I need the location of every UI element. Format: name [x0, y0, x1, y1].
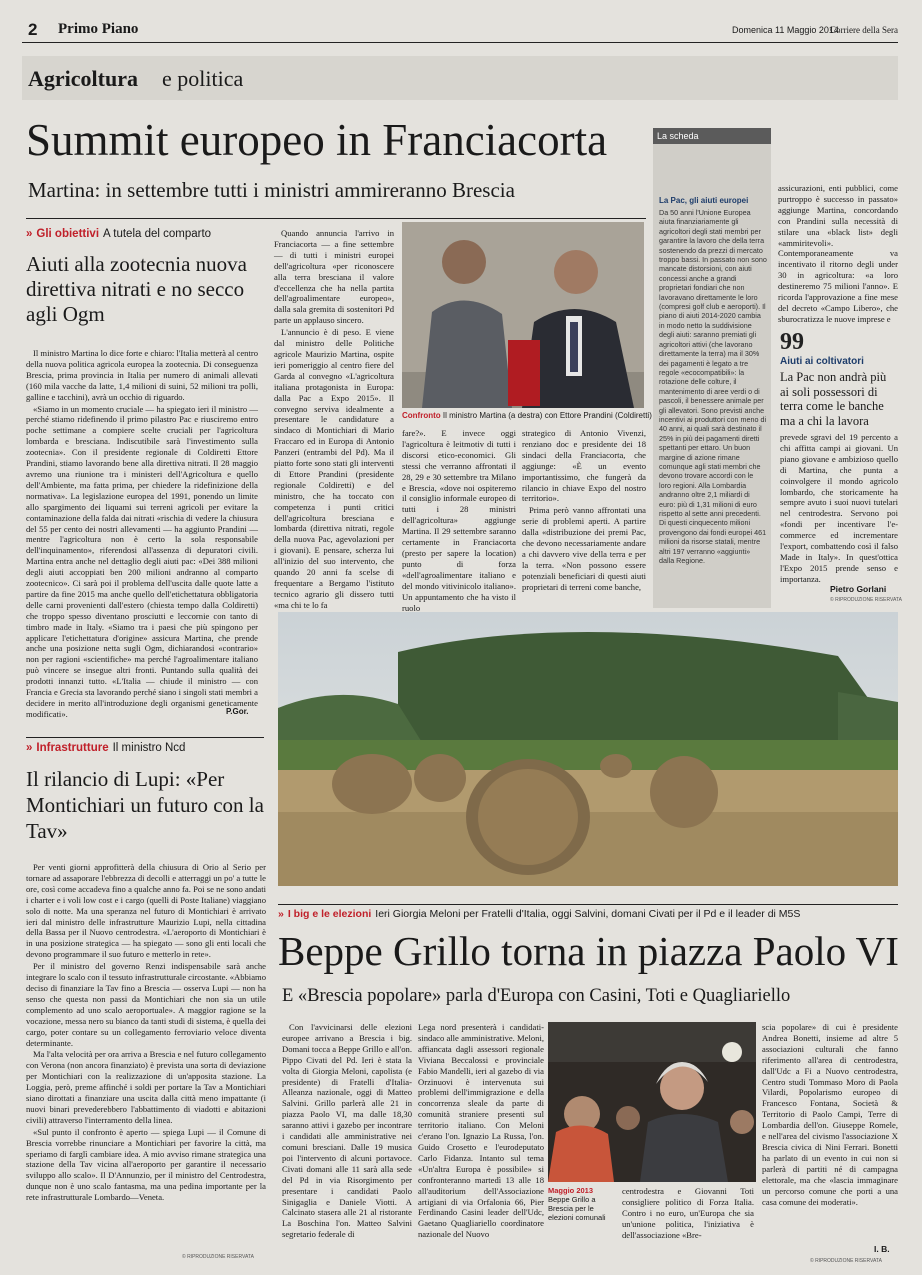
grillo-col2	[418, 1022, 544, 1254]
tav-paragraph: Per venti giorni approfitterà della chiusura di Orio al Serio per tornare ad assaporare l'ebbrezza di decolli e atterraggi un po' a tutte le ore, così come accadeva fino a qualche anno fa. Poi se ne sono andati i charter e i voli low cost e i cargo (quelli di Poste Italiane) viaggiano solo di notte. Ma una speranza nel futuro di Montichiari è arrivato ieri dal ministro delle infrastrutture Maurizio Lupi, nella cittadina della Bassa per il Nuovo centrodestra. «L'aeroporto di Montichiari è in una posizione strategica — ha spiegato — sono gli enti locali che devono programmare il suo futuro e metterlo in rete».	[26, 862, 266, 960]
cultivators-rights: © RIPRODUZIONE RISERVATA	[830, 597, 902, 603]
page-header	[22, 18, 898, 42]
header-date: Domenica 11 Maggio 2014	[732, 25, 839, 35]
tav-paragraph: Per il ministro del governo Renzi indispensabile sarà anche integrare lo scalo con il tessuto infrastrutturale circostante. «Abbiamo deciso di finanziare la Tav fino a Brescia — osserva Lupi — non ha senso che questa non passi da Montichiari che non sia un utile complemento ad uno scalo aeroportuale». A maggior ragione se la vocazione, messa nero su bianco da tanti studi di sistema, è quella dei cargo, poter contare su un collegamento ferroviario veloce diventa determinante.	[26, 961, 266, 1048]
story1-paragraph: «Siamo in un momento cruciale — ha spiegato ieri il ministro — perché stiamo ridefinendo il primo pilastro Pac e riusciremo entro poche settimane a compiere scelte cruciali per l'agricoltura lombarda e bresciana. Indiscutibile sarà l'investimento sulla zootecnia». Con il presidente regionale di Coldiretti Ettore Prandini, stiamo lavorando bene alla direttiva nitrati. Il 28 maggio avremo una riunione tra i ministeri dell'Agricoltura e quello dell'Ambiente, ma fatta prima, per chiedere la ridefinizione della normativa». La legislazione europea del 1991, ponendo un limite allo spargimento dei liquami sui terreni agricoli per evitare la contaminazione della falda dai nitrati «rischia di vedere la chiusura del 55 per cento dei nostri allevamenti — ha aggiunto Prandini — mentre l'agricoltura non è certo la sola responsabile dell'inquinamento», riferendosi all'assenza di depuratori civili. Martina entra anche nel dettaglio degli aiuti pac: «Dei 388 milioni degli aiuti accoppiati ben 200 milioni andranno al comparto zootecnico». Ci sarà poi il problema dell'uscita dalle quote latte a partire da fine 2015 ma anche quello dell'etichettatura obbligatoria delle carni provenienti dall'estero (chiesta tempo dalla Coldiretti) che troppo spesso diventano prosciutti e leccornie con tanto di timbro made in Italy. «Siamo tra i paesi che più spingono per applicare l'etichettatura d'origine» assicura Martina, che prende anche una posizione netta sugli Ogm, dichiarandosi «contrario» non per ragioni «scientifiche» ma perché l'agroalimentare italiano può vincere se insegue altri fronti. Puntando sulla qualità dei prodotti innanzi tutto. «L'Italia — chiude il ministro — con Francia e Grecia sta lavorando perché siano i singoli stati membri a decidere in merito all'introduzione degli organismi geneticamente modificati».	[26, 403, 258, 719]
story1-paragraph: Il ministro Martina lo dice forte e chiaro: l'Italia metterà al centro della nuova politica agricola europea la zootecnia. Di conseguenza Brescia, prima provincia in Italia per numero di animali allevati (160 mila vacche da latte, 1,4 milioni di suini, 52 milioni tra polli, galline e tacchini), avrà un occhio di riguardo.	[26, 348, 258, 402]
grillo-headline: Beppe Grillo torna in piazza Paolo VI	[278, 928, 899, 974]
grillo-subhead: E «Brescia popolare» parla d'Europa con Casini, Toti e Quagliariello	[282, 986, 791, 1006]
cultivators-quote: La Pac non andrà più ai soli possessori di terra come le banche ma a chi la lavora	[780, 370, 887, 428]
main-paragraph: fare?». E invece oggi l'agricoltura è leitmotiv di tutti i discorsi etico-economici. Gli stessi che verranno affrontati il 28, 29 e 30 settembre tra Milano e Brescia, «dove noi ospiteremo il consiglio informale europeo di tutti i 28 ministri dell'agricoltura» aggiunge Martina. Il 29 settembre saranno certamente in Franciacorta (presto per sapere la location) punto di forza «dell'agroalimentare italiano e del mondo vitivinicolo italiano». Un appuntamento che ha visto il ruolo	[402, 428, 516, 613]
page-number: 2	[28, 20, 38, 39]
scheda-text: Da 50 anni l'Unione Europea aiuta finanziariamente gli agricoltori degli stati membri per garantire la lavoro che della terra sostenendo da prezzi di mercato troppo bassi. In passato non sono mancate distorsioni, con aiuti concessi anche a grandi proprietari fondiari che non lavoravano direttamente le loro (compresi golf club e aeroporti). Il piano di aiuti 2014-2020 cambia in modo netto la suddivisione degli aiuti: saranno premiati gli agricoltori attivi (che lavorano direttamente la terra) ma il 30% dei pagamenti è legato a tre regole «ecocompatibili»: la rotazione delle colture, il mantenimento di aree verdi o di pascoli, il benessere animale per gli allevatori. Sono previsti anche incentivi ai produttori con meno di 40 anni, ai quali sarà destinato il 25% in più dei pagamenti diretti spettanti per ettaro. Un buon margine di azione rimane comunque agli stati membri che devono trovare accordi con le loro regioni. Alla Lombardia andranno oltre 2,1 miliardi di euro: più di 1,31 milioni di euro rispetto al sette anni precedenti. Di questi cinquecento milioni provengono dai fondi europei 461 milioni da risorse statali, mentre altri 197 verranno «aggiunti» dalla Regione.	[659, 208, 767, 566]
scheda-title: La Pac, gli aiuti europei	[659, 196, 749, 205]
tav-paragraph: «Sul punto il confronto è aperto — spiega Lupi — il Comune di Brescia vorrebbe rinunciare a Montichiari per favorire la città, ma speriamo di farglì cambiare idea. A mio avviso rimane strategica una stazione della Tav vicina all'aeroporto per garantire il necessario sviluppo allo scalo». Il D'Annunzio, per il ministro del Centrodestra, dunque non è uno scalo fantasma, ma una pedina importante per la rete infrastrutturale Lombardo—Veneta.	[26, 1126, 266, 1203]
main-headline: Summit europeo in Franciacorta	[26, 115, 608, 165]
crowd-illustration	[548, 1022, 756, 1182]
grillo-caption-red: Maggio 2013	[548, 1186, 594, 1195]
story1-kicker-red: Gli obiettivi	[36, 228, 100, 240]
section-name: Primo Piano	[58, 21, 139, 37]
tav-body	[26, 862, 266, 1252]
grillo-rights: © RIPRODUZIONE RISERVATA	[810, 1258, 882, 1264]
tav-kicker	[26, 742, 185, 754]
tav-rule	[26, 737, 264, 738]
cultivators-body	[780, 432, 898, 582]
hay-bales-illustration	[278, 612, 898, 886]
main-col1	[274, 228, 394, 610]
confronto-caption	[402, 411, 652, 420]
scheda-tag: La scheda	[653, 128, 771, 144]
main-paragraph: assicurazioni, enti pubblici, come purtroppo è successo in passato» aggiunge Martina, concordando con Prandini sulla necessità di stilare una «black list» degli «ammiritevoli». Contemporaneamente va incentivato il ritorno degli under 30 in agricoltura: «a loro destineremo 75 milioni l'anno». E ricorda l'approvazione a fine mese del decreto «Campo Libero», che sburocratizza le nuove imprese e	[778, 183, 898, 324]
story1-byline: P.Gor.	[226, 707, 249, 716]
topic-rest: e politica	[162, 66, 244, 91]
topic-bold: Agricoltura	[28, 66, 138, 91]
grillo-byline: I. B.	[874, 1244, 890, 1254]
main-paragraph: Quando annuncia l'arrivo in Franciacorta — a fine settembre — di tutti i ministri europei dell'agricoltura «per riconoscere alla terra bresciana il valore d'eccellenza che ha nella partita dell'agroalimentare europeo», dalla sala gremita di sostenitori Pd parte un applauso sincero.	[274, 228, 394, 326]
cultivators-kicker: Aiuti ai coltivatori	[780, 356, 864, 367]
cultivators-byline: Pietro Gorlani	[830, 584, 887, 594]
grillo-caption-text: Beppe Grillo a Brescia per le elezioni comunali	[548, 1195, 606, 1222]
confronto-caption-text: Il ministro Martina (a destra) con Ettore Prandini (Coldiretti)	[442, 411, 652, 420]
grillo-col1	[282, 1022, 412, 1254]
headline-rule	[26, 218, 646, 219]
grillo-paragraph: Con l'avvicinarsi delle elezioni europee arrivano a Brescia i big. Domani tocca a Beppe Grillo e all'on. Pippo Civati del Pd. Ieri è stata la volta di Giorgia Meloni, capolista (e presidente) di Fratelli d'Italia-Alleanza nazionale, oggi di Matteo Salvini. Grillo parlerà alle 21 in piazza Paolo VI, ma dalle 18,30 saranno attivi i gazebo per incontrare i candidati alle amministrative nei comuni bresciani. Dalle 19 musica poi l'intervento di alcuni portavoce. Civati domani alle 11 sarà alla sede del Pd in via Risorgimento per presentare i candidati Paolo Sinigaglia e Daniele Viotti. A Calcinato stasera alle 21 al ristorante La Boschina l'on. Matteo Salvini segretario federale di	[282, 1022, 412, 1240]
newspaper-name: Corriere della Sera	[830, 25, 898, 35]
main-paragraph: Prima però vanno affrontati una serie di problemi aperti. A partire dalla «distribuzione dei premi Pac, che devono necessariamente andare a chi davvero vive della terra e per la terra. «Non possono essere potenziali beneficiari di questi aiuti proprietari di terreni come banche,	[522, 505, 646, 592]
story1-kicker-rest: A tutela del comparto	[103, 228, 212, 240]
tav-kicker-red: Infrastrutture	[36, 742, 109, 754]
confronto-caption-bold: Confronto	[402, 411, 441, 420]
photo-men-illustration	[402, 222, 644, 408]
grillo-kicker-red: I big e le elezioni	[287, 908, 372, 920]
grillo-paragraph: centrodestra e Giovanni Toti consigliere politico di Forza Italia. Contro i no euro, un'Europa che sia un'unione politica, l'iniziativa è dell'associazione «Bre-	[622, 1186, 754, 1240]
chevron-icon: »	[26, 228, 33, 240]
grillo-col3	[622, 1186, 754, 1252]
grillo-kicker-rest: Ieri Giorgia Meloni per Fratelli d'Italia, oggi Salvini, domani Civati per il Pd e il leader di M5S	[375, 908, 801, 920]
tav-kicker-rest: Il ministro Ncd	[112, 742, 186, 754]
scheda-box	[653, 128, 771, 608]
main-paragraph: L'annuncio è di peso. E viene dal ministro delle Politiche agricole Maurizio Martina, ospite ieri pomeriggio al centro fiere del Garda al convegno «L'agricoltura italiana protagonista in Europa: dalla Pac a Expo 2015». Il convegno serviva idealmente a presentare le candidature a sindaco di Montichiari di Mario Fraccaro ed in Europa di Antonio Panzeri (entrambi del Pd). Ma il piatto forte sono stati gli interventi di Ettore Prandini (presidente regionale Coldiretti) e del ministro, che ha toccato con competenza i punti critici dell'agricoltura bresciana e lombarda (direttiva nitrati, regole della nuova Pac, agevolazioni per i giovani). E pensare, scherza lui all'inizio del suo intervento, che quando 20 anni fa scelse di frequentare a Bergamo l'istituto tecnico agrario gli dissero tutti «ma chi te lo fa	[274, 327, 394, 610]
field-photo	[278, 612, 898, 886]
header-rule	[22, 42, 898, 43]
quote-mark: 99	[780, 329, 804, 355]
main-col2	[402, 428, 516, 613]
tav-rights: © RIPRODUZIONE RISERVATA	[182, 1254, 254, 1260]
chevron-icon: »	[26, 742, 33, 754]
main-col3	[522, 428, 646, 610]
grillo-caption	[548, 1186, 618, 1222]
cultivators-paragraph: prevede sgravi del 19 percento a chi affitta campi ai giovani. Un piano giovane e ambizioso quello di Martina, che punta a coinvolgere il mondo agricolo lombardo, che storicamente ha sempre avuto i suoi nuovi tutelari nel centrodestra. Servono poi «fondi per incentivare l'e-commerce ed incrementare l'export, combattendo così il falso Made in Italy». In quest'ottica l'Expo 2015 prende senso e importanza.	[780, 432, 898, 584]
grillo-photo	[548, 1022, 756, 1182]
tav-paragraph: Ma l'alta velocità per ora arriva a Brescia e nel futuro collegamento con Verona (non ancora finanziato) è prevista una sorta di deviazione per Montichiari con la realizzazione di un'apposita stazione. La Loggia, però, preme affinché i soldi per portare la Tav a Montichiari siano dirottati a finanziare una uscita dalla città meno impattante (i nuovi binari prevederebbero l'abbattimento di viadotti e abitazioni civili) attraverso l'interramento della linea.	[26, 1049, 266, 1125]
tav-headline: Il rilancio di Lupi: «Per Montichiari un futuro con la Tav»	[26, 767, 264, 843]
grillo-paragraph: Lega nord presenterà i candidati-sindaco alle amministrative. Meloni, affiancata dagli assessori regionale Viviana Beccalossi e provinciale Fabio Mandelli, ieri al gazebo di via Orzinuovi è intervenuta sui problemi dell'immigrazione e della concorrenza sleale da parte di comunità straniere presenti sul territorio italiano. Con Meloni c'erano l'on. Ignazio La Russa, l'on. Guido Crosetto e l'eurodeputato Carlo Fidanza. Intanto sul tema «Un'altra Europa è possibile» si confronteranno martedì 13 alle 18 all'auditorium dell'Associazione artigiani di via Orfalonia 66, Pier Ferdinando Casini leader dell'Udc, Gaetano Quagliariello coordinatore nazionale del Nuovo	[418, 1022, 544, 1240]
grillo-kicker	[278, 908, 800, 920]
confronto-photo	[402, 222, 644, 408]
grillo-paragraph: scia popolare» di cui è presidente Andrea Bonetti, insieme ad altre 5 associazioni culturali che fanno riferimento all'area di centrodestra, dall'Udc a Fi a Nuovo centrodestra, Centro studi Tommaso Moro di Paola Vilardi, Popolarismo europeo di Francesco Fontana, Società & Territorio di Paolo Campi, Terre di Lombardia dell'on. Giuseppe Romele, e nell'area del civismo l'associazione X Brescia civica di Nini Ferrari. Bonetti ha parlato di un evento in cui non si parlerà di partiti né di campagna elettorale, ma che «lascia immaginare un percorso comune che porti a una casa comune dei moderati».	[762, 1022, 898, 1207]
topic-band	[22, 56, 898, 100]
grillo-rule	[278, 904, 898, 905]
story1-kicker	[26, 228, 211, 240]
grillo-col4	[762, 1022, 898, 1246]
story1-headline: Aiuti alla zootecnia nuova direttiva nitrati e no secco agli Ogm	[26, 252, 248, 326]
main-col4	[778, 183, 898, 331]
main-subhead: Martina: in settembre tutti i ministri ammireranno Brescia	[28, 178, 515, 202]
chevron-icon: »	[278, 908, 284, 920]
main-paragraph: strategico di Antonio Vivenzi, renziano doc e presidente dei 18 sindaci della Franciacorta, che aggiunge: «È un evento importantissimo, che fungerà da rilancio in chiave Expo del nostro territorio».	[522, 428, 646, 504]
